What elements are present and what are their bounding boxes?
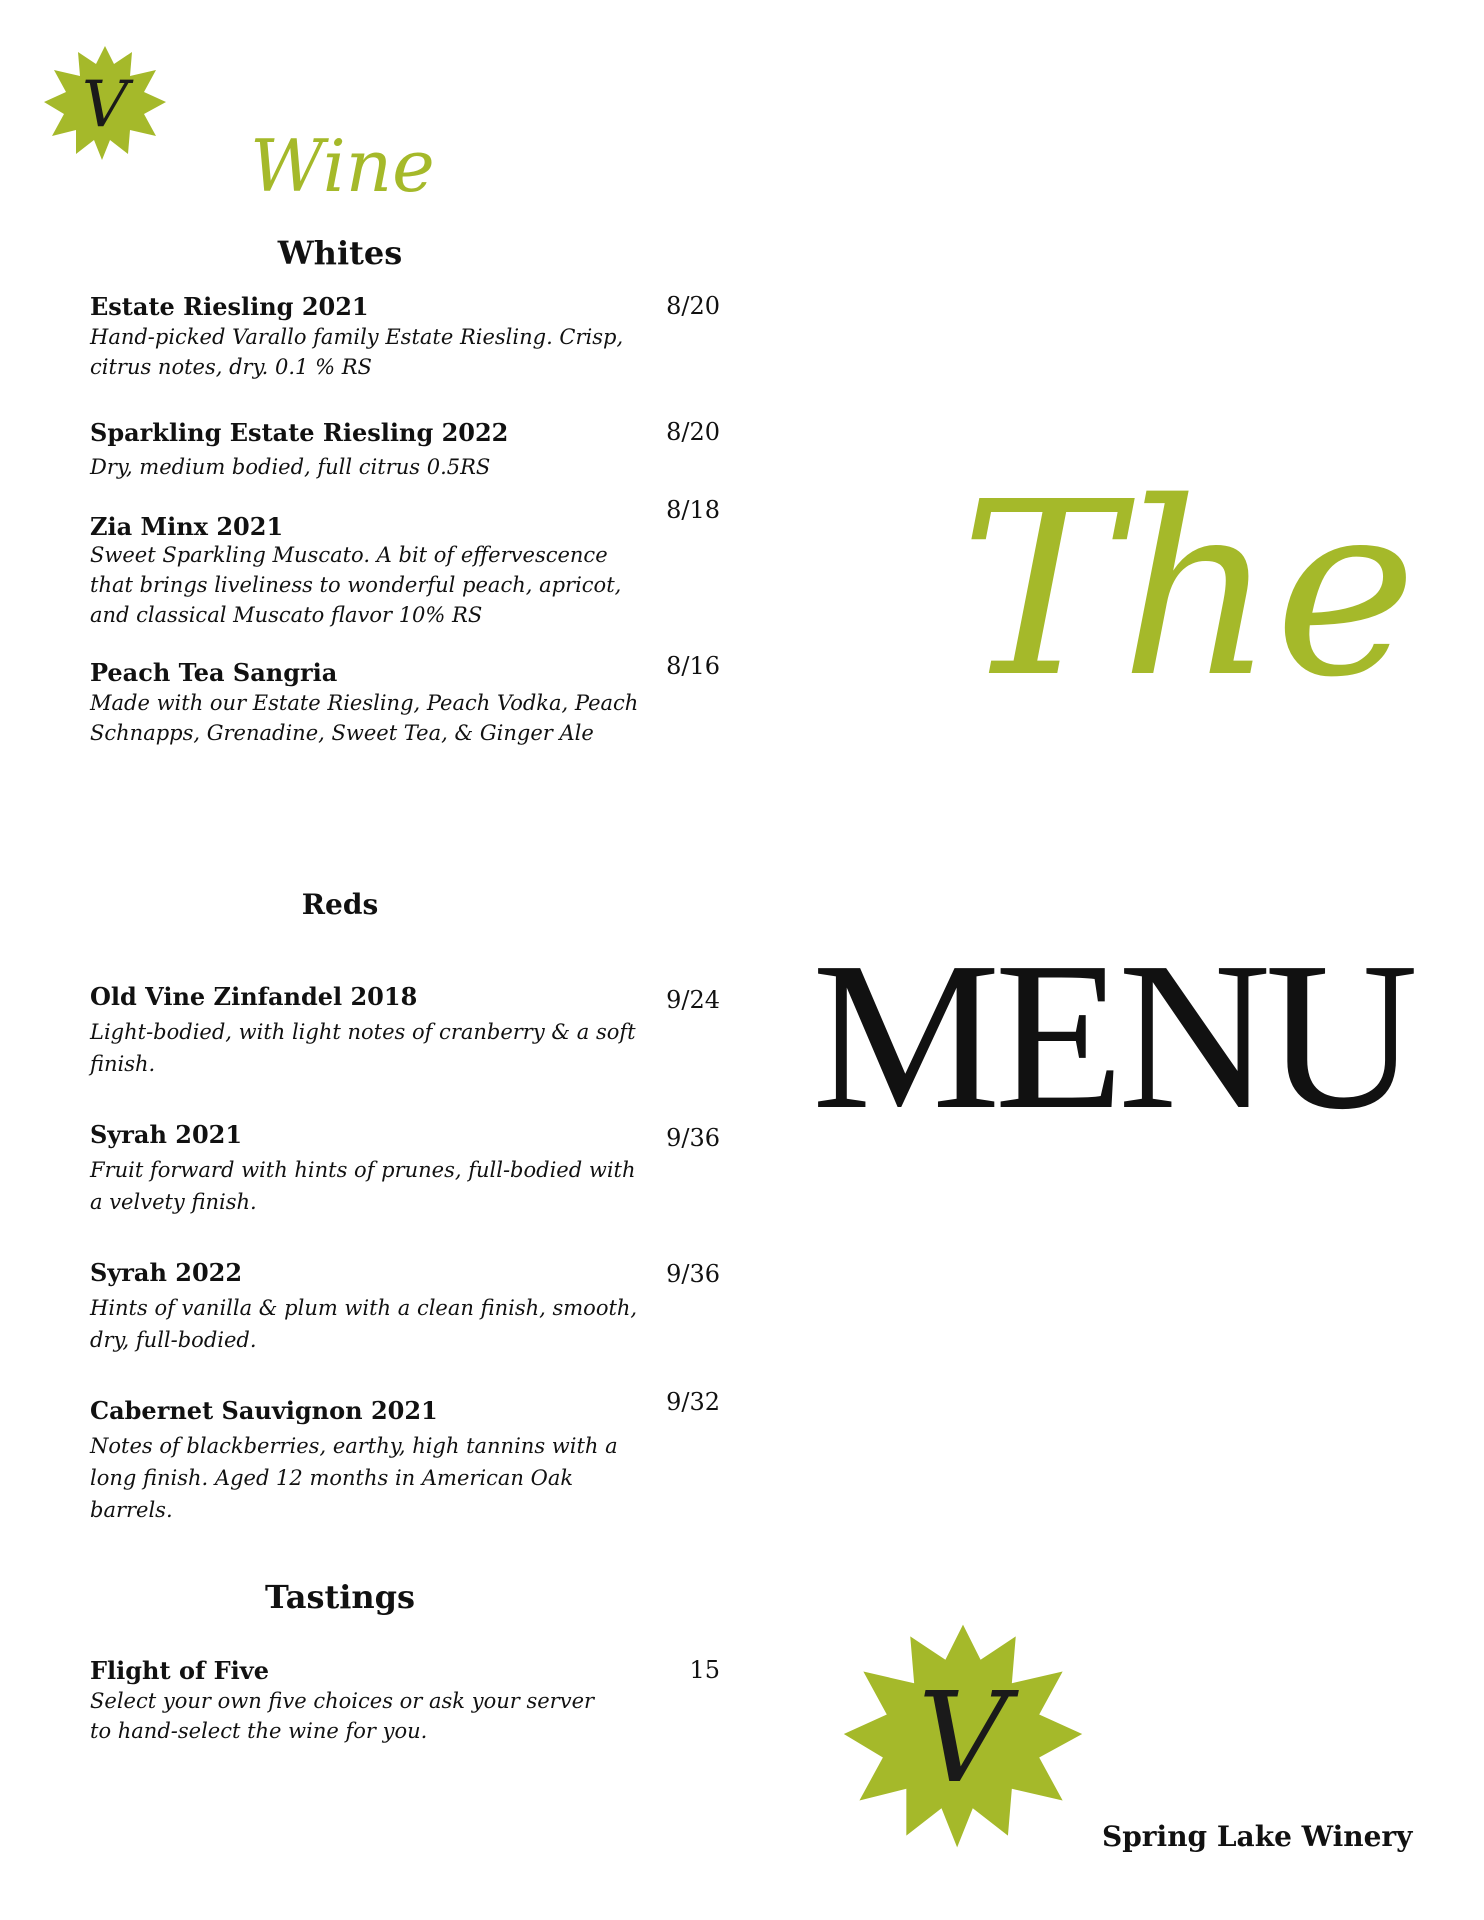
item-price: 8/18	[666, 496, 720, 524]
item-name: Old Vine Zinfandel 2018	[90, 982, 418, 1011]
item-price: 9/32	[666, 1388, 720, 1416]
item-price: 9/36	[666, 1260, 720, 1288]
item-name: Flight of Five	[90, 1656, 270, 1685]
section-title-tastings: Tastings	[264, 1578, 416, 1616]
item-name: Sparkling Estate Riesling 2022	[90, 418, 509, 447]
item-price: 8/20	[666, 292, 720, 320]
item-price: 9/24	[666, 986, 720, 1014]
item-description: Notes of blackberries, earthy, high tannins with a long finish. Aged 12 months in American Oak barrels.	[90, 1434, 618, 1522]
item-description: Select your own five choices or ask your server to hand-select the wine for you.	[90, 1689, 595, 1743]
item-description: Made with our Estate Riesling, Peach Vodka, Peach Schnapps, Grenadine, Sweet Tea, & Ginger Ale	[90, 691, 639, 745]
menu-title: MENU	[812, 918, 1413, 1153]
item-name: Cabernet Sauvignon 2021	[90, 1396, 438, 1425]
item-description: Sweet Sparkling Muscato. A bit of effervescence that brings liveliness to wonderful peach, apricot, and classical Muscato flavor 10% RS	[90, 543, 622, 627]
item-name: Zia Minx 2021	[90, 512, 284, 541]
section-title-reds: Reds	[301, 888, 379, 921]
item-price: 9/36	[666, 1124, 720, 1152]
item-name: Estate Riesling 2021	[90, 292, 369, 321]
item-description: Hand-picked Varallo family Estate Riesling. Crisp, citrus notes, dry. 0.1 % RS	[90, 325, 624, 379]
logo-letter: V	[917, 1665, 1009, 1811]
item-description: Light-bodied, with light notes of cranberry & a soft finish.	[90, 1020, 636, 1076]
item-price: 8/20	[666, 418, 720, 446]
wine-script-title: Wine	[250, 124, 435, 208]
brand-name: Spring Lake Winery	[1102, 1820, 1413, 1853]
logo-letter: V	[81, 68, 129, 142]
the-script-word: The	[960, 450, 1417, 730]
item-price: 8/16	[666, 652, 720, 680]
leaf-logo-small-icon	[40, 42, 170, 164]
item-description: Hints of vanilla & plum with a clean finish, smooth, dry, full-bodied.	[90, 1296, 638, 1352]
item-description: Dry, medium bodied, full citrus 0.5RS	[90, 455, 491, 479]
item-name: Syrah 2021	[90, 1120, 243, 1149]
item-name: Syrah 2022	[90, 1258, 243, 1287]
section-title-whites: Whites	[277, 234, 403, 272]
item-price: 15	[689, 1656, 720, 1684]
item-description: Fruit forward with hints of prunes, full-bodied with a velvety finish.	[90, 1158, 636, 1214]
item-name: Peach Tea Sangria	[90, 658, 338, 687]
leaf-logo-large-icon	[836, 1610, 1090, 1862]
